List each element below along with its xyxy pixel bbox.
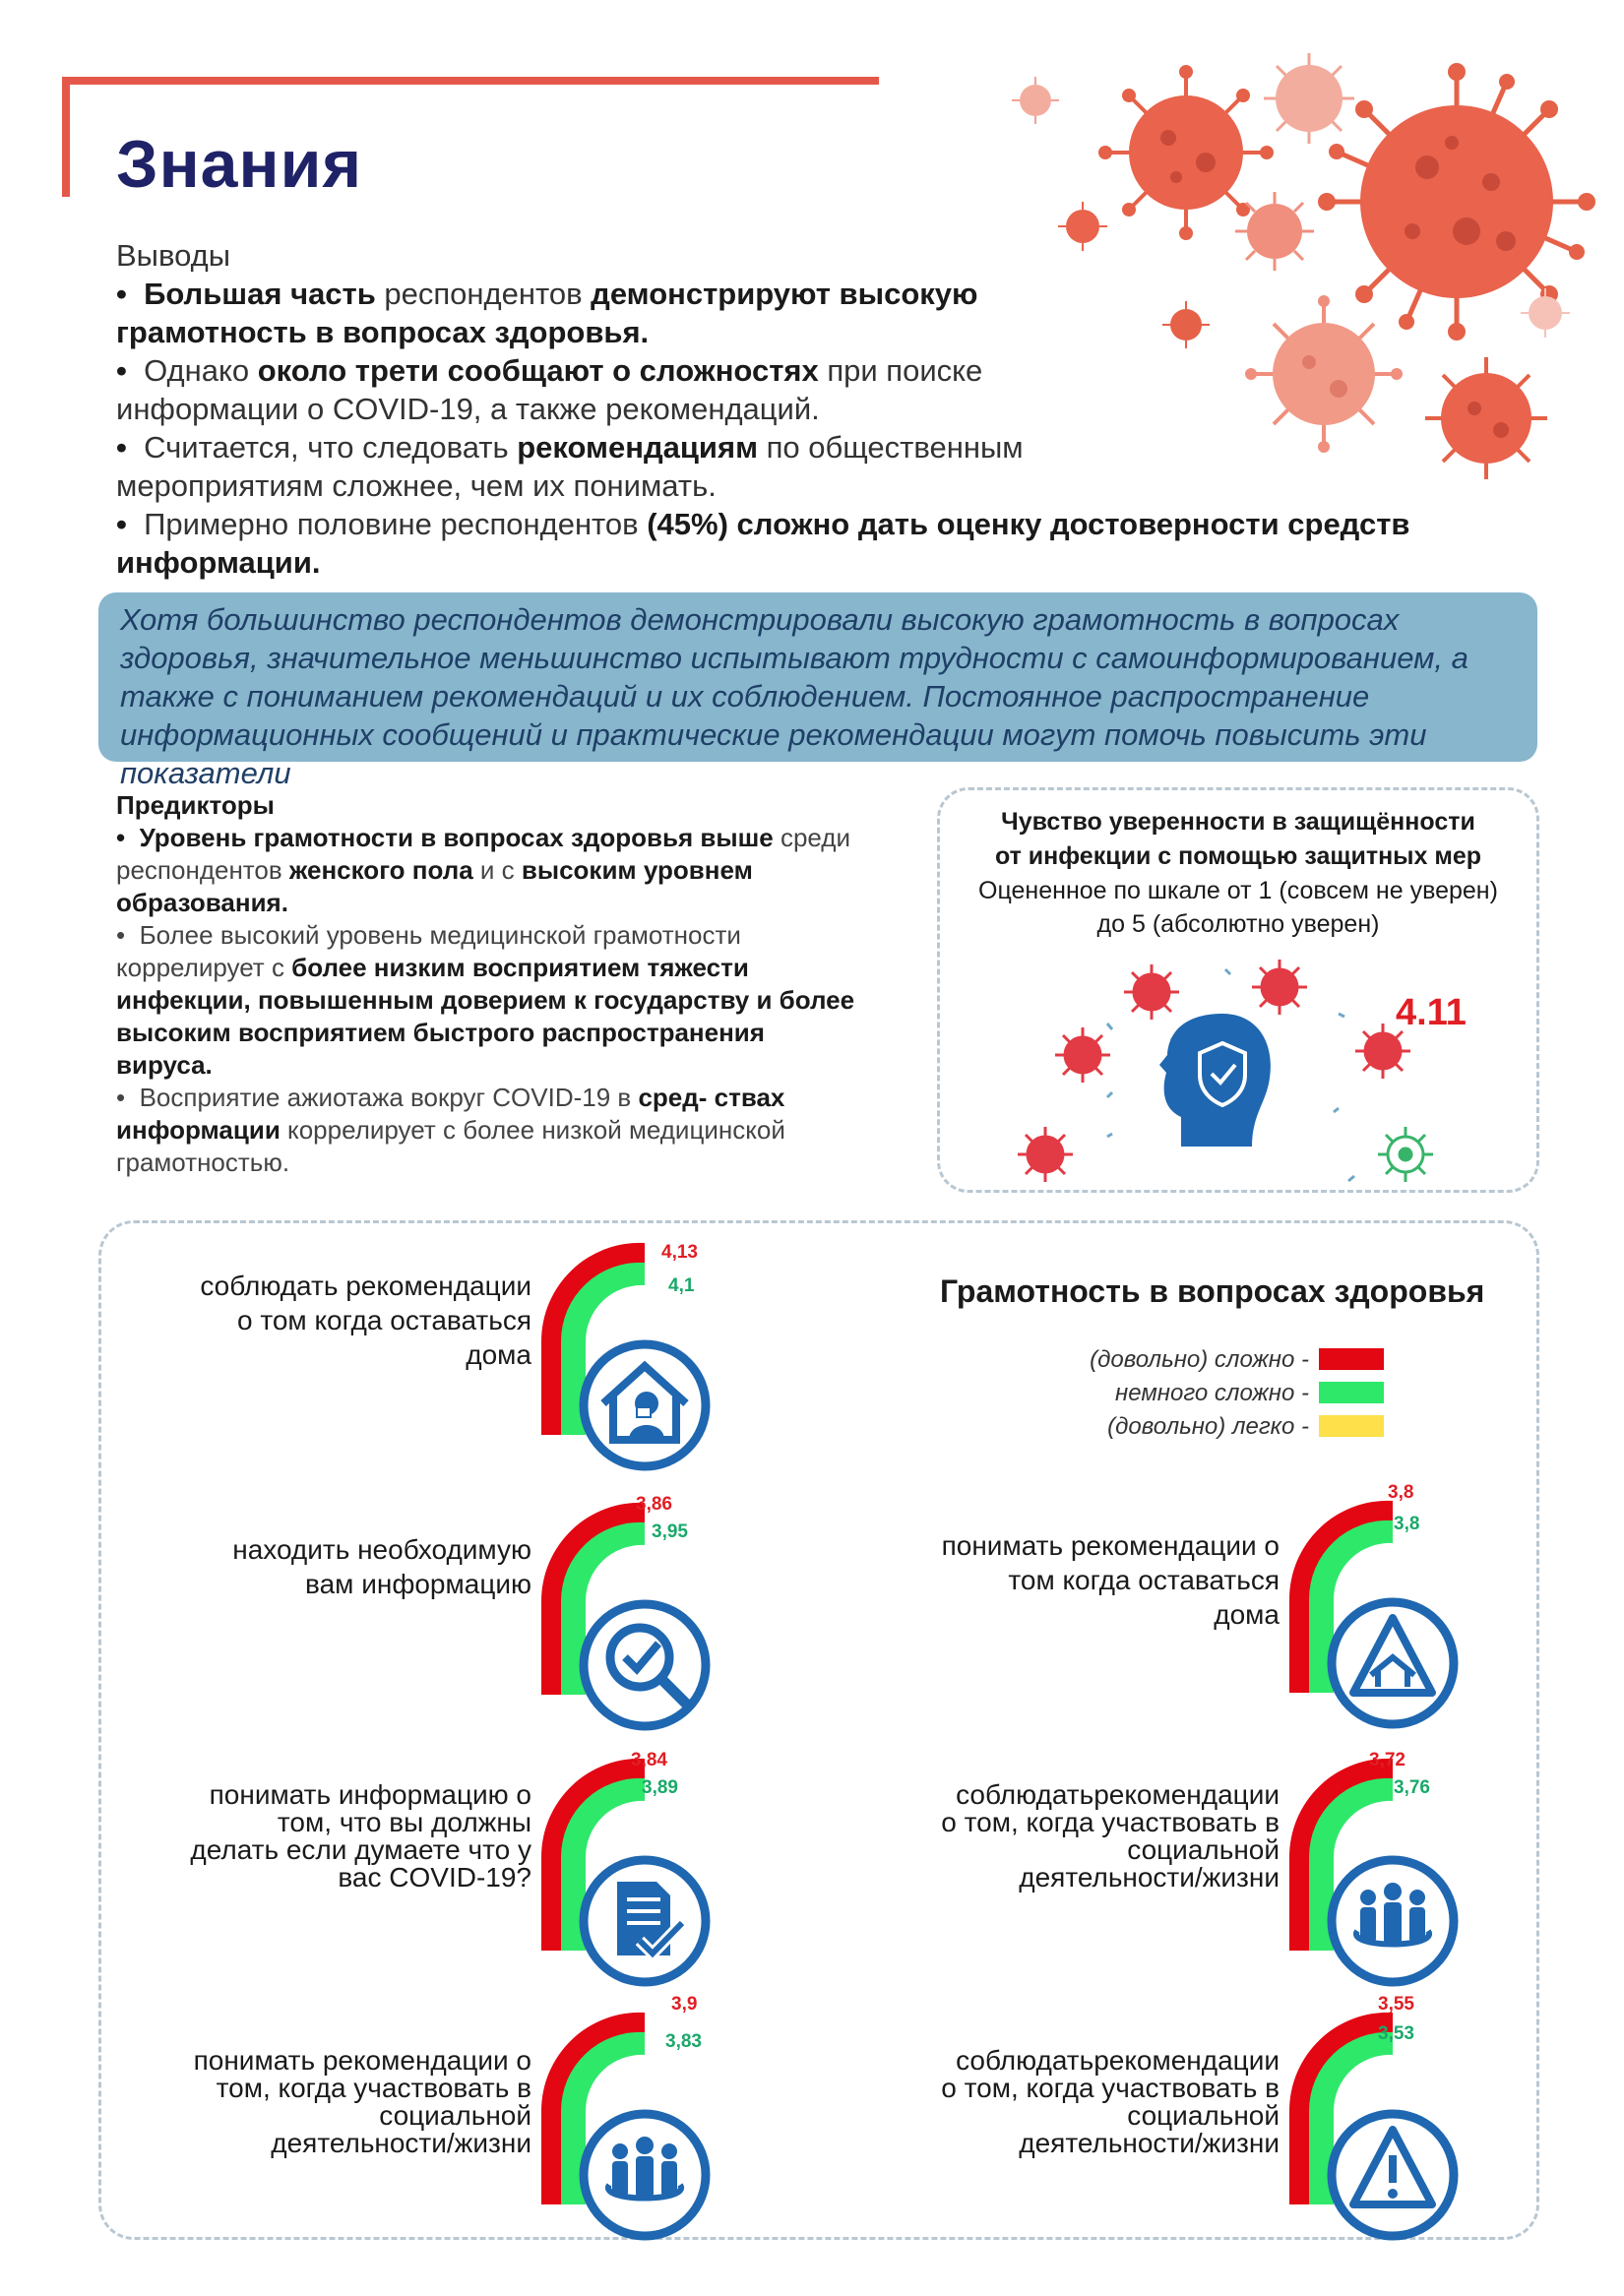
head-shield-icon [994, 945, 1486, 1191]
label-line: понимать рекомендации о [193, 2045, 531, 2076]
label-line: социальной [1127, 2100, 1280, 2131]
text: респондентов [375, 277, 592, 311]
text: при поиске информации о COVID-19, а также рекомендаций. [116, 353, 983, 426]
label-line: соблюдатьрекомендации [956, 2045, 1280, 2076]
value-slightly-hard: 3,8 [1394, 1514, 1420, 1534]
confidence-scale-line-1: Оцененное по шкале от 1 (совсем не уверен) [978, 877, 1498, 904]
label-line: вам информацию [305, 1569, 531, 1599]
text: Большая часть [144, 277, 376, 311]
legend-swatch [1319, 1382, 1384, 1403]
item-label [866, 2047, 1280, 2157]
conclusions-section [116, 236, 1425, 582]
label-line: о том, когда участвовать в [941, 1807, 1280, 1837]
label-line: деятельности/жизни [1019, 1862, 1280, 1893]
legend-label: (довольно) сложно - [1090, 1346, 1309, 1373]
value-hard: 3,9 [671, 1994, 698, 2015]
text: Более высокий уровень медицинской грамотности коррелирует с [116, 920, 741, 982]
text: по общественным мероприятиям сложнее, чем их понимать. [116, 430, 1024, 503]
label-line: социальной [1127, 1834, 1280, 1865]
text: более низким восприятием тяжести инфекции, повышенным доверием к государству и более высоким восприятием быстрого распространения вируса. [116, 953, 855, 1080]
label-line: том, что вы должны [277, 1807, 531, 1837]
value-hard: 3,55 [1378, 1994, 1414, 2015]
label-line: находить необходимую [232, 1534, 531, 1565]
summary-callout: Хотя большинство респондентов демонстрировали высокую грамотность в вопросах здоровья, значительное меньшинство испытывают трудности с самоинформированием, а также с пониманием рекомендаций и их соблюдением. Постоянное распространение информационных сообщений и практические рекомендации могут помочь повысить эти показатели [98, 592, 1537, 762]
item-label [118, 1272, 531, 1369]
conclusion-bullet-4: • Примерно половине респондентов (45%) сложно дать оценку достоверности средств информации. [116, 507, 1410, 580]
confidence-value: 4.11 [1396, 992, 1467, 1033]
label-line: о том, когда участвовать в [941, 2073, 1280, 2103]
header-accent-line [62, 77, 879, 85]
predictors-section [116, 789, 864, 1179]
predictor-bullet-3: • Восприятие ажиотажа вокруг COVID-19 в сред- ствах информации коррелирует с более низкой медицинской грамотностью. [116, 1083, 785, 1177]
label-line: дома [466, 1339, 531, 1370]
text: и с [472, 855, 522, 885]
value-slightly-hard: 3,76 [1394, 1777, 1430, 1798]
item-label [118, 2047, 531, 2157]
document-check-icon [536, 1754, 723, 1990]
text: около трети сообщают о сложностях [257, 353, 819, 388]
health-literacy-title: Грамотность в вопросах здоровья [940, 1273, 1485, 1309]
value-slightly-hard: 3,95 [652, 1521, 688, 1542]
label-line: том, когда участвовать в [216, 2073, 531, 2103]
label-line: том когда оставаться [1008, 1565, 1280, 1595]
text: сред- ствах информации [116, 1083, 785, 1145]
label-line: понимать рекомендации о [941, 1530, 1280, 1561]
item-label [118, 1535, 531, 1598]
label-line: социальной [379, 2100, 531, 2131]
item-label [118, 1781, 531, 1892]
label-line: вас COVID-19? [338, 1862, 531, 1893]
text: высоким уровнем образования. [116, 855, 753, 917]
value-slightly-hard: 3,83 [665, 2031, 702, 2052]
label-line: соблюдать рекомендации [200, 1271, 531, 1301]
text: среди респондентов [116, 823, 851, 885]
magnifier-check-icon [536, 1498, 723, 1734]
page-title: Знания [116, 127, 363, 202]
confidence-title [937, 805, 1539, 874]
text: коррелирует с более низкой медицинской грамотностью. [116, 1115, 785, 1177]
legend-swatch [1319, 1348, 1384, 1370]
header-accent-bar [62, 77, 70, 197]
predictor-bullet-1: • Уровень грамотности в вопросах здоровья выше среди респондентов женского пола и с высоким уровнем образования. [116, 823, 851, 917]
value-hard: 3,8 [1388, 1482, 1414, 1503]
conclusion-bullet-1: • Большая часть респондентов демонстрируют высокую грамотность в вопросах здоровья. [116, 277, 978, 349]
value-slightly-hard: 3,89 [642, 1777, 678, 1798]
confidence-scale-line-2: до 5 (абсолютно уверен) [1096, 910, 1380, 938]
value-hard: 3,86 [636, 1494, 672, 1515]
home-person-icon [536, 1238, 723, 1474]
warning-house-icon [1284, 1496, 1471, 1732]
text: (45%) сложно дать оценку достоверности средств информации. [116, 507, 1410, 580]
text: рекомендациям [517, 430, 759, 465]
predictor-bullet-2: • Более высокий уровень медицинской грамотности коррелирует с более низким восприятием тяжести инфекции, повышенным доверием к государству и более высоким восприятием быстрого распространения вируса. [116, 920, 855, 1080]
legend-swatch [1319, 1415, 1384, 1437]
people-group-icon [1284, 1754, 1471, 1990]
legend-label: немного сложно - [1115, 1380, 1309, 1406]
label-line: о том когда оставаться [237, 1305, 531, 1335]
confidence-title-line-1: Чувство уверенности в защищённости [1001, 808, 1475, 836]
value-slightly-hard: 3,53 [1378, 2023, 1414, 2044]
conclusion-bullet-2: • Однако около трети сообщают о сложностях при поиске информации о COVID-19, а также рекомендаций. [116, 353, 983, 426]
text: Однако [144, 353, 258, 388]
label-line: соблюдатьрекомендации [956, 1779, 1280, 1810]
label-line: дома [1214, 1599, 1280, 1630]
text: женского пола [288, 855, 473, 885]
item-label [866, 1781, 1280, 1892]
text: Уровень грамотности в вопросах здоровья выше [139, 823, 774, 852]
value-hard: 3,84 [631, 1750, 667, 1770]
value-slightly-hard: 4,1 [668, 1275, 695, 1296]
conclusion-bullet-3: • Считается, что следовать рекомендациям по общественным мероприятиям сложнее, чем их понимать. [116, 430, 1024, 503]
conclusions-heading: Выводы [116, 238, 231, 273]
value-hard: 3,72 [1369, 1750, 1405, 1770]
text: демонстрируют высокую грамотность в вопросах здоровья. [116, 277, 978, 349]
label-line: делать если думаете что у [190, 1834, 531, 1865]
text: Примерно половине респондентов [144, 507, 648, 541]
text: Восприятие ажиотажа вокруг COVID-19 в [139, 1083, 639, 1112]
text: Считается, что следовать [144, 430, 518, 465]
label-line: деятельности/жизни [1019, 2128, 1280, 2158]
value-hard: 4,13 [661, 1242, 698, 1263]
confidence-title-line-2: от инфекции с помощью защитных мер [994, 842, 1482, 870]
label-line: деятельности/жизни [271, 2128, 531, 2158]
legend-label: (довольно) легко - [1107, 1413, 1309, 1440]
label-line: понимать информацию о [209, 1779, 531, 1810]
predictors-heading: Предикторы [116, 790, 275, 820]
confidence-scale-description [937, 874, 1539, 941]
item-label [866, 1531, 1280, 1629]
